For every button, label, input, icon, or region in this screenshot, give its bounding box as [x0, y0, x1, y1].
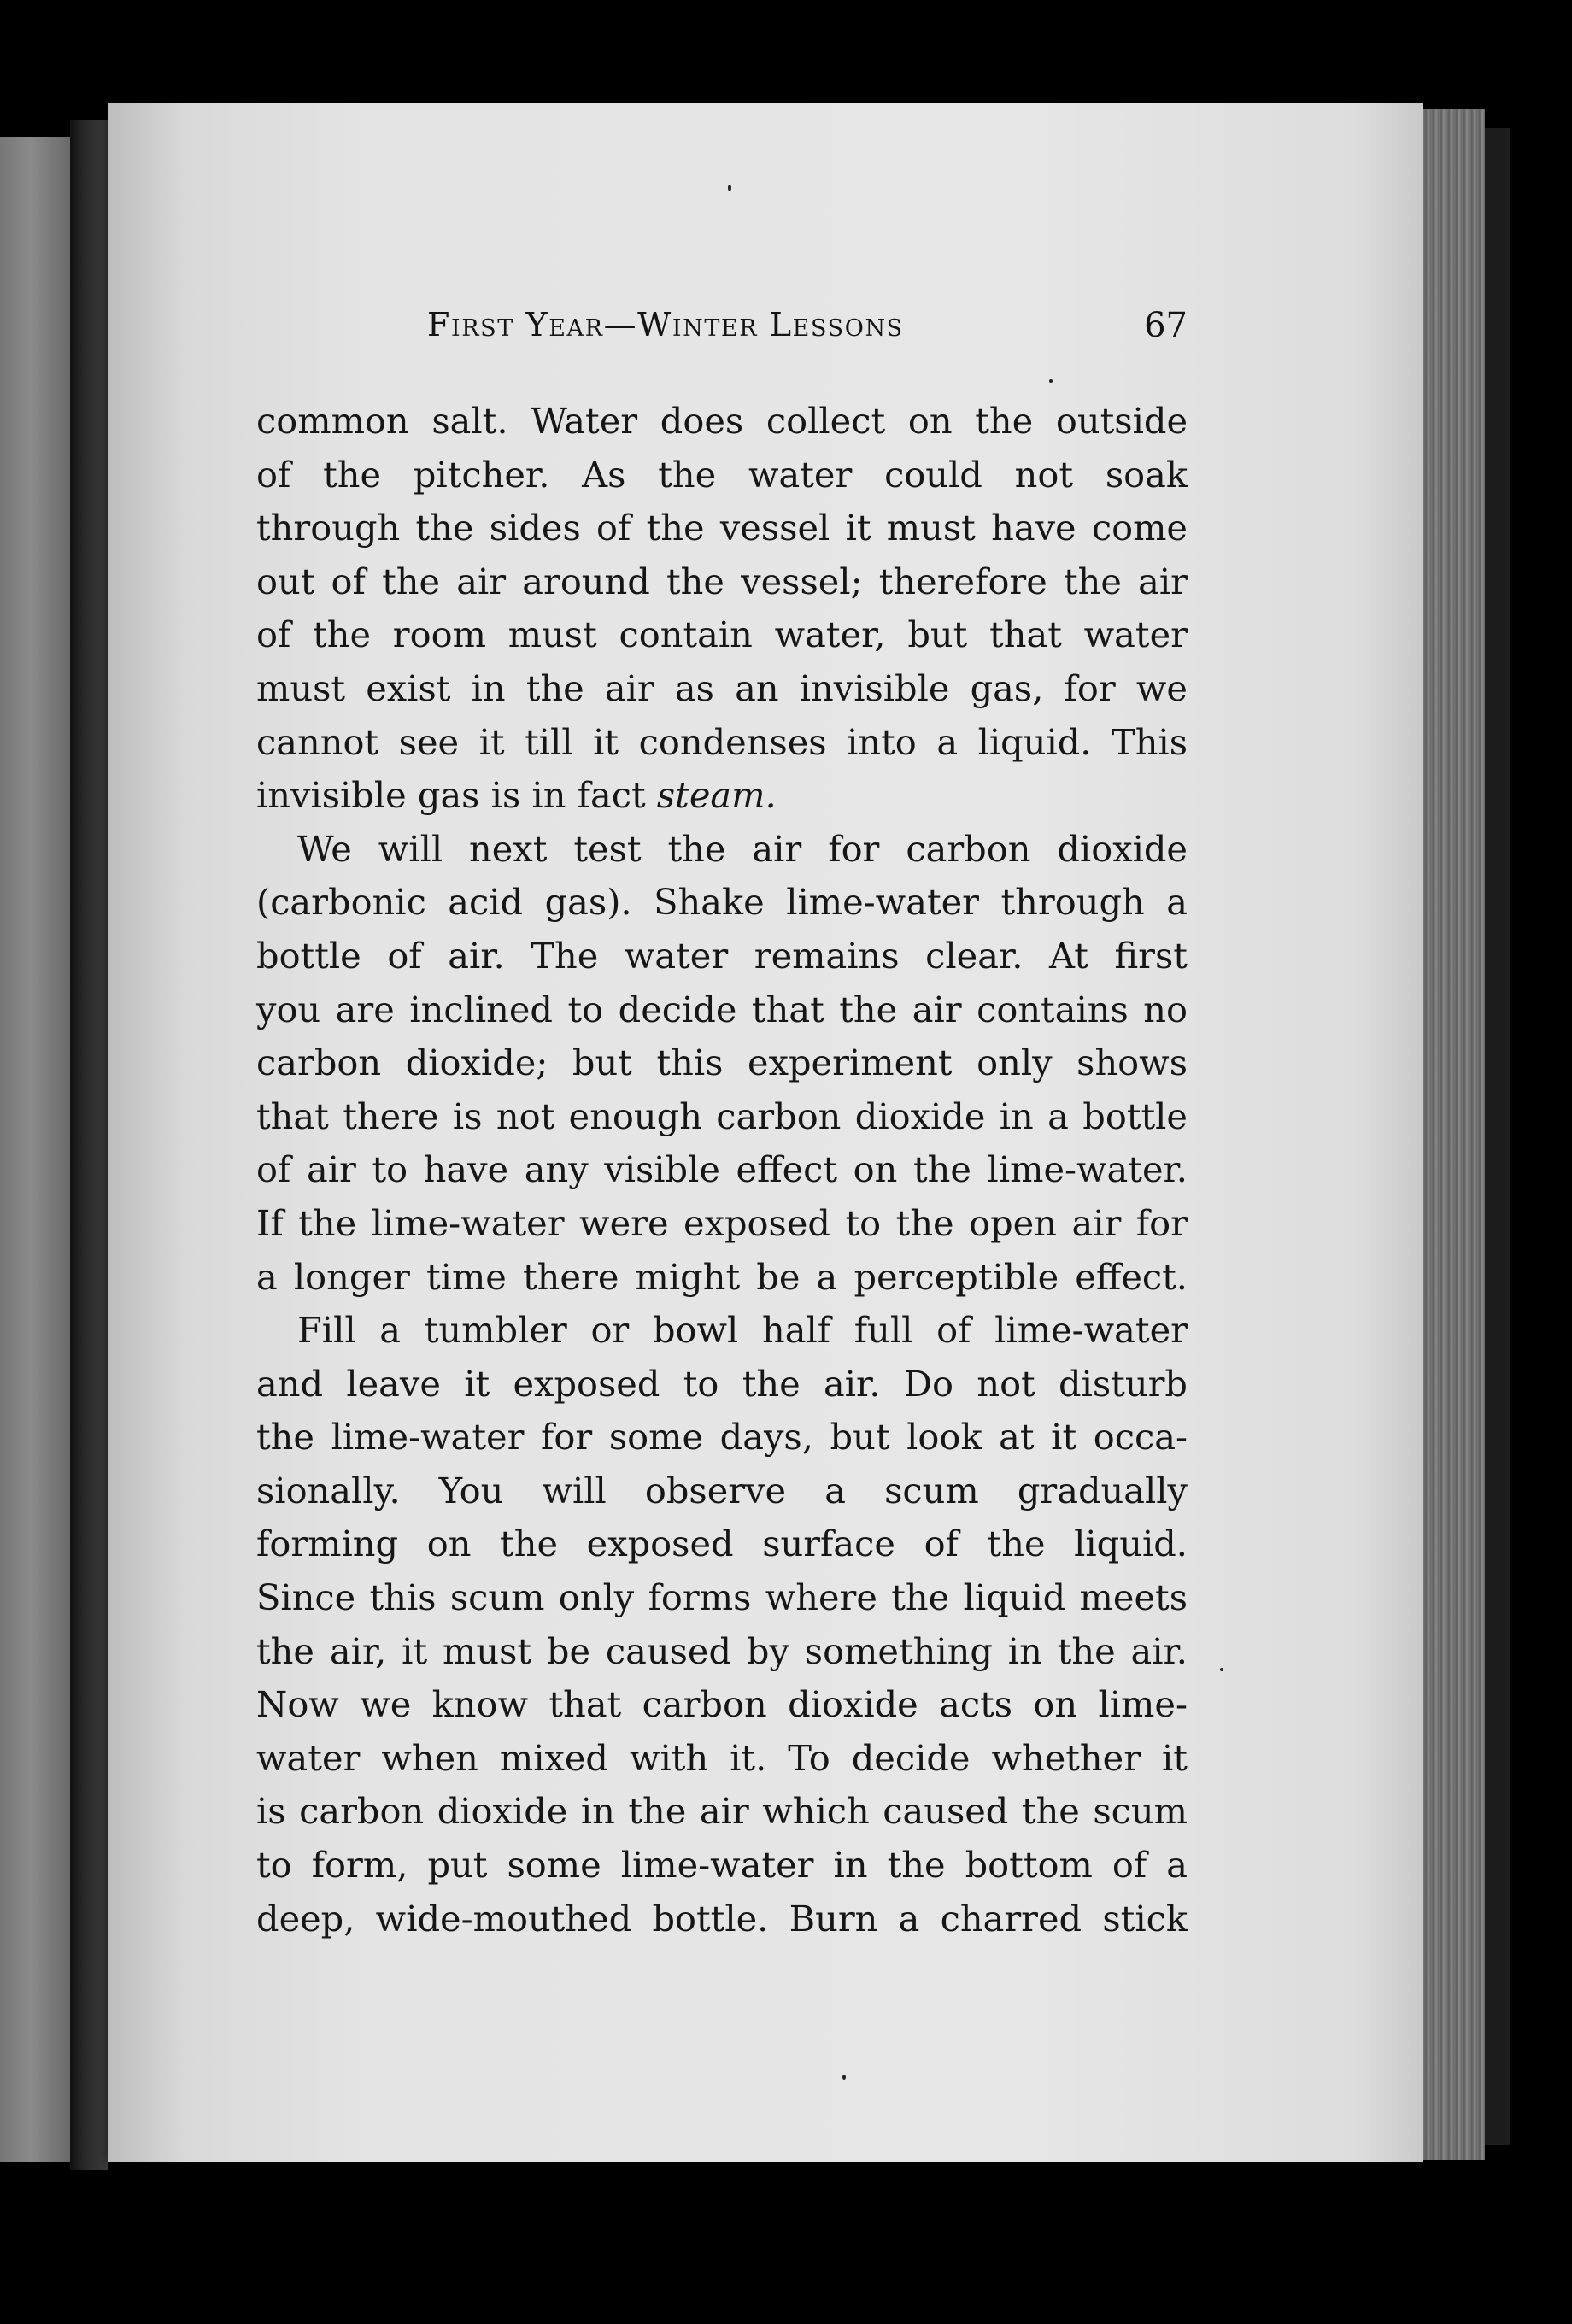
text-line: water when mixed with it. To decide whether it: [256, 1736, 1188, 1779]
text-line: carbon dioxide; but this experiment only shows: [256, 1042, 1188, 1084]
text-line: [256, 769, 1188, 823]
text-line: Since this scum only forms where the liquid meets: [256, 1576, 1188, 1619]
body-text: [256, 395, 1188, 1945]
text-line: (carbonic acid gas). Shake lime-water through a: [256, 881, 1188, 924]
text-line: We will next test the air for carbon dioxide: [297, 827, 1188, 870]
text-line: is carbon dioxide in the air which caused the scum: [256, 1790, 1188, 1833]
facing-page-edge: [0, 137, 70, 2162]
scan-speck: [1220, 1668, 1223, 1671]
text-line: a longer time there might be a perceptible effect.: [256, 1255, 1188, 1298]
text-line: of air to have any visible effect on the lime-water.: [256, 1148, 1188, 1191]
text-line: Now we know that carbon dioxide acts on lime-: [256, 1683, 1188, 1726]
text-line: and leave it exposed to the air. Do not disturb: [256, 1362, 1188, 1405]
page-edges: [1423, 109, 1485, 2160]
text-line: the lime-water for some days, but look at it occa-: [256, 1416, 1188, 1458]
text-line: the air, it must be caused by something in the air.: [256, 1629, 1188, 1672]
text-fragment: invisible gas is in fact: [256, 774, 657, 817]
text-line: out of the air around the vessel; therefore the air: [256, 560, 1188, 602]
page-number: 67: [1144, 306, 1188, 345]
text-line: that there is not enough carbon dioxide in a bottle: [256, 1095, 1188, 1137]
text-line: forming on the exposed surface of the liquid.: [256, 1523, 1188, 1565]
scan-speck: [842, 2075, 846, 2080]
scan-speck: [1049, 379, 1053, 383]
text-line: Fill a tumbler or bowl half full of lime-water: [297, 1309, 1188, 1352]
text-line: through the sides of the vessel it must have come: [256, 507, 1188, 549]
text-line: of the room must contain water, but that water: [256, 613, 1188, 656]
running-header: [256, 306, 1188, 357]
text-line: sionally. You will observe a scum gradually: [256, 1469, 1188, 1511]
book-cover-edge: [1485, 128, 1510, 2145]
text-line: must exist in the air as an invisible gas, for we: [256, 666, 1188, 709]
running-title: First Year—Winter Lessons: [427, 306, 904, 343]
text-line: common salt. Water does collect on the outside: [256, 400, 1188, 442]
text-line: If the lime-water were exposed to the open air for: [256, 1201, 1188, 1244]
text-line: to form, put some lime-water in the bottom of a: [256, 1844, 1188, 1887]
italic-word: steam.: [656, 774, 777, 817]
text-line: cannot see it till it condenses into a liquid. This: [256, 720, 1188, 763]
text-line: bottle of air. The water remains clear. At first: [256, 934, 1188, 977]
text-line: deep, wide-mouthed bottle. Burn a charred stick: [256, 1897, 1188, 1940]
book-gutter: [70, 120, 108, 2170]
scan-speck: [728, 185, 731, 191]
text-line: you are inclined to decide that the air contains no: [256, 988, 1188, 1030]
text-line: of the pitcher. As the water could not soak: [256, 453, 1188, 496]
